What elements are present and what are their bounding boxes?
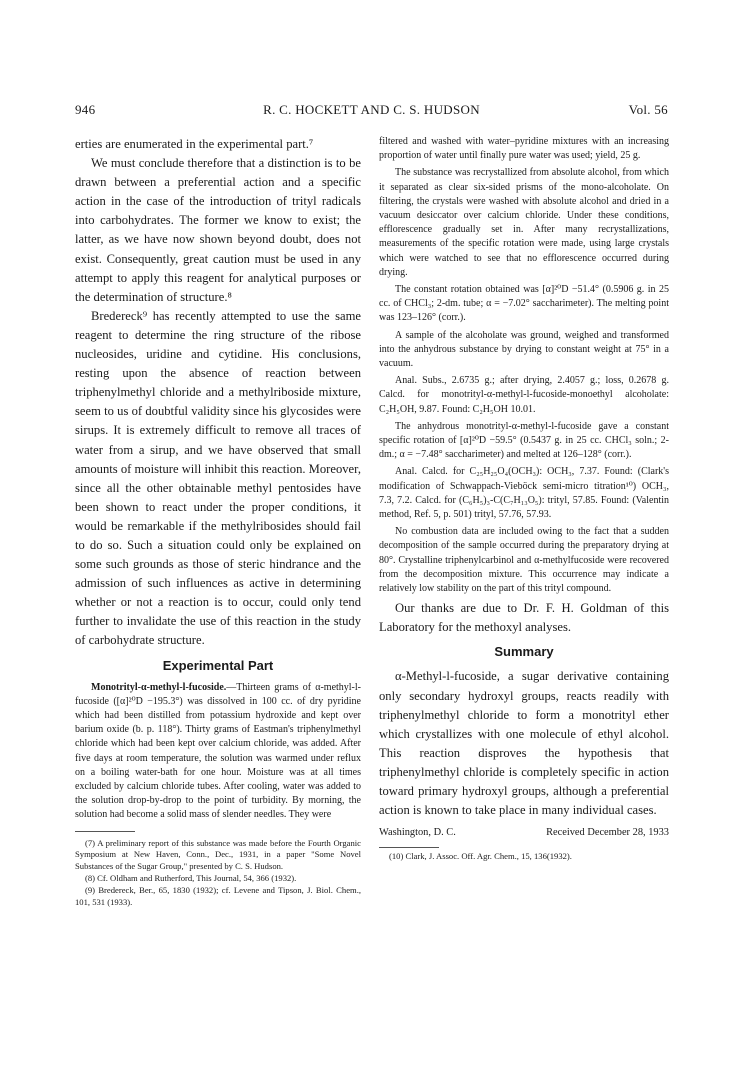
running-header: [75, 102, 668, 120]
paragraph: We must conclude therefore that a distinction is to be drawn between a preferential action and a specific action in the case of the introduction of trityl radicals into carbohydrates. The former we know to exist; the latter, as we have now shown beyond doubt, does not exist. Consequently, great caution must be used in any attempt to apply this reagent for analytical purposes or the determination of structure.⁸: [75, 156, 361, 304]
small-paragraph: No combustion data are included owing to the fact that a sudden decomposition of the sample occurred during the preparatory drying at 80°. Crystalline triphenylcarbinol and α-methylfucoside were recovered from the decomposition mixture. This occurrence may indicate a relatively low stability on the part of this trityl compound.: [379, 526, 669, 595]
small-paragraph: The substance was recrystallized from absolute alcohol, from which it separated as clear six-sided prisms of the mono-alcoholate. On filtering, the crystals were washed with absolute alcohol and dried in a vacuum desiccator over calcium chloride. Under these conditions, efflorescence gradually set in. After many recrystallizations, measurements of the specific rotation were made, using large crystals which were watched to see that no efflorescence occurred during drying.: [379, 167, 669, 278]
signature-line: [379, 826, 669, 840]
footnote-7: (7) A preliminary report of this substance was made before the Fourth Organic Symposium at New Haven, Conn., Dec., 1931, in a paper "Some Novel Substances of the Sugar Group," presented by C. S. Hudson.: [75, 837, 361, 872]
footnotes: [75, 838, 361, 909]
received-date: Received December 28, 1933: [546, 827, 669, 839]
paragraph: erties are enumerated in the experimental part.⁷: [75, 137, 314, 151]
paragraph: Bredereck⁹ has recently attempted to use the same reagent to determine the ring structure of the ribose nucleosides, uridine and cytidine. His conclusions, resting upon the absence of reaction between triphenylmethyl chloride and a methylriboside mixture, seem to us of doubtful validity since his glycosides were sirups. It is extremely difficult to remove all traces of water from a sirup, and we have observed that small amounts of moisture will inhibit this reaction. Moreover, since all the other obtainable methyl pentosides have been shown to react under the proper conditions, it would be remarkable if the methylribosides should fail to do so. Such a situation could only be explained on some such grounds as those of steric hindrance and the admission of such influences as active in determining whether or not a reaction is to occur, could only tend further to invalidate the use of this reaction in the study of carbohydrate structure.: [75, 308, 361, 648]
section-heading-experimental: Experimental Part: [162, 657, 274, 673]
analysis-paragraph: Anal. Subs., 2.6735 g.; after drying, 2.4057 g.; loss, 0.2678 g. Calcd. for monotrityl-α-methyl-l-fucoside-monoethyl alcoholate: C₂H₅OH, 9.87. Found: C₂H₅OH 10.01.: [379, 375, 669, 415]
footnote-8: (8) Cf. Oldham and Rutherford, This Journal, 54, 366 (1932).: [85, 872, 297, 883]
volume-label: Vol. 56: [628, 102, 668, 117]
small-paragraph: A sample of the alcoholate was ground, weighed and transformed into the anhydrous substance by drying to constant weight at 75° in a vacuum.: [379, 329, 669, 370]
experimental-paragraph: [75, 681, 361, 823]
small-paragraph: The constant rotation obtained was [α]²⁰D −51.4° (0.5906 g. in 25 cc. of CHCl₃; 2-dm. tube; α = −7.02° saccharimeter). The melting point was 123–126° (corr.).: [379, 284, 669, 324]
running-title: R. C. HOCKETT AND C. S. HUDSON: [263, 102, 480, 117]
footnote-divider: [75, 831, 135, 832]
signature-location: Washington, D. C.: [379, 827, 456, 839]
left-column: [75, 135, 361, 908]
small-paragraph: filtered and washed with water–pyridine mixtures with an increasing proportion of water until finally pure water was used; yield, 25 g.: [379, 136, 669, 162]
acknowledgement: Our thanks are due to Dr. F. H. Goldman of this Laboratory for the methoxyl analyses.: [379, 601, 669, 635]
footnotes: [379, 851, 669, 863]
footnote-10: (10) Clark, J. Assoc. Off. Agr. Chem., 15, 136(1932).: [389, 851, 572, 862]
right-column: [379, 135, 669, 863]
analysis-paragraph: Anal. Calcd. for C₂₅H₂₅O₄(OCH₃): OCH₃, 7.37. Found: (Clark's modification of Schwappach-Vieböck semi-micro titration¹⁰) OCH₃, 7.3, 7.2. Calcd. for (C₆H₅)₃-C(C₇H₁₃O₅): trityl, 57.85. Found: (Valentin method, Ref. 5, p. 501) trityl, 57.76, 57.93.: [379, 466, 669, 521]
small-paragraph: The anhydrous monotrityl-α-methyl-l-fucoside gave a constant specific rotation of [α]²⁰D −59.5° (0.5437 g. in 25 cc. CHCl₃ soln.; 2-dm.; α = −7.48° saccharimeter) and melted at 126–128° (corr.).: [379, 420, 669, 461]
compound-title: Monotrityl-α-methyl-l-fucoside.: [91, 681, 227, 693]
footnote-divider: [379, 847, 439, 848]
section-heading-summary: Summary: [494, 644, 554, 660]
page-number: 946: [75, 102, 96, 117]
experimental-text: —Thirteen grams of α-methyl-l-fucoside ([α]²⁰D −195.3°) was dissolved in 100 cc. of dry pyridine which had been distilled from potassium hydroxide and kept over barium oxide (b. p. 118°). Thirty grams of Eastman's triphenylmethyl chloride which had been kept over calcium chloride, was added. After five days at room temperature, the solution was warmed under reflux on a boiling water-bath for one hour. Moisture was at all times excluded by calcium chloride tubes. After cooling, water was added to the solution drop-by-drop to the point of turbidity. By morning, the solution had become a solid mass of slender needles. They were: [75, 681, 361, 821]
summary-paragraph: α-Methyl-l-fucoside, a sugar derivative containing only secondary hydroxyl groups, reacts readily with triphenylmethyl chloride to form a monotrityl ether which crystallizes with one molecule of ethyl alcohol. This reaction disproves the hypothesis that triphenylmethyl chloride is completely specific in action toward primary hydroxyl groups, although a preferential action is known to take place in many individual cases.: [379, 669, 669, 818]
footnote-9: (9) Bredereck, Ber., 65, 1830 (1932); cf. Levene and Tipson, J. Biol. Chem., 101, 531 (1933).: [75, 884, 361, 907]
